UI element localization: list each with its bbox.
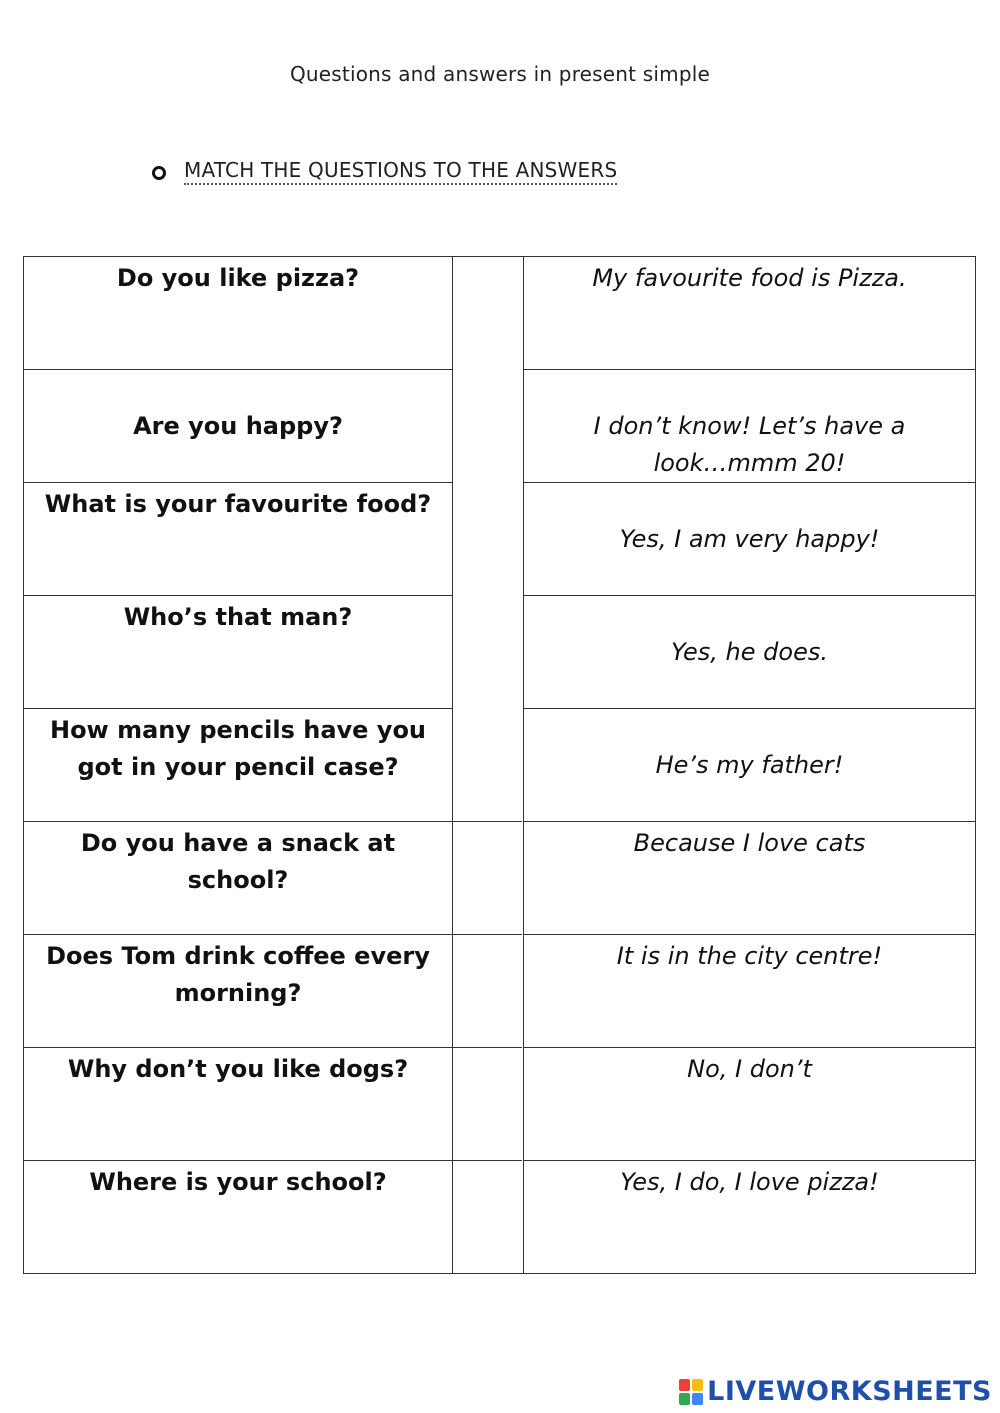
- gap-divider: [453, 1047, 522, 1048]
- instruction-text: MATCH THE QUESTIONS TO THE ANSWERS: [184, 158, 617, 185]
- logo-text: LIVEWORKSHEETS: [707, 1376, 992, 1407]
- question-cell[interactable]: [24, 1161, 452, 1274]
- page-title: Questions and answers in present simple: [289, 62, 711, 86]
- question-text: Does Tom drink coffee every morning?: [46, 942, 430, 1007]
- question-text: Are you happy?: [133, 412, 343, 440]
- answer-text: I don’t know! Let’s have a look…mmm 20!: [593, 412, 906, 477]
- question-cell[interactable]: [24, 257, 452, 370]
- question-cell[interactable]: [24, 709, 452, 822]
- instruction: [152, 158, 617, 185]
- answer-cell[interactable]: [524, 257, 975, 370]
- answer-cell[interactable]: [524, 483, 975, 596]
- bullet-icon: [152, 166, 166, 180]
- gap-divider: [453, 934, 522, 935]
- answer-text: Because I love cats: [633, 829, 866, 857]
- question-cell[interactable]: [24, 1048, 452, 1161]
- matching-gap-column: [452, 256, 524, 1274]
- question-text: How many pencils have you got in your pencil case?: [49, 716, 427, 781]
- gap-divider: [453, 821, 522, 822]
- answer-text: No, I don’t: [687, 1055, 812, 1083]
- answer-cell[interactable]: [524, 596, 975, 709]
- answer-cell[interactable]: [524, 1048, 975, 1161]
- answer-text: It is in the city centre!: [616, 942, 883, 970]
- question-cell[interactable]: [24, 596, 452, 709]
- question-text: What is your favourite food?: [44, 490, 432, 518]
- answer-cell[interactable]: [524, 1161, 975, 1274]
- logo-square: [679, 1379, 690, 1391]
- question-cell[interactable]: [24, 370, 452, 483]
- answer-text: Yes, I am very happy!: [619, 525, 880, 553]
- gap-divider: [453, 1160, 522, 1161]
- answer-cell[interactable]: [524, 822, 975, 935]
- answer-cell[interactable]: [524, 935, 975, 1048]
- logo-square: [679, 1393, 690, 1405]
- question-text: Do you have a snack at school?: [80, 829, 396, 894]
- question-cell[interactable]: [24, 935, 452, 1048]
- answer-cell[interactable]: [524, 370, 975, 483]
- question-text: Who’s that man?: [123, 603, 353, 631]
- logo-square: [692, 1379, 703, 1391]
- matching-table: [23, 256, 976, 1274]
- logo-square: [692, 1393, 703, 1405]
- answer-text: My favourite food is Pizza.: [592, 264, 907, 292]
- liveworksheets-logo-icon: [679, 1379, 703, 1405]
- answer-text: Yes, I do, I love pizza!: [620, 1168, 879, 1196]
- question-cell[interactable]: [24, 822, 452, 935]
- answer-text: He’s my father!: [655, 751, 844, 779]
- question-text: Why don’t you like dogs?: [67, 1055, 409, 1083]
- answer-text: Yes, he does.: [671, 638, 828, 666]
- question-text: Where is your school?: [89, 1168, 387, 1196]
- question-cell[interactable]: [24, 483, 452, 596]
- answers-column: [523, 256, 976, 1274]
- question-text: Do you like pizza?: [116, 264, 360, 292]
- answer-cell[interactable]: [524, 709, 975, 822]
- questions-column: [23, 256, 453, 1274]
- liveworksheets-logo: [679, 1376, 992, 1407]
